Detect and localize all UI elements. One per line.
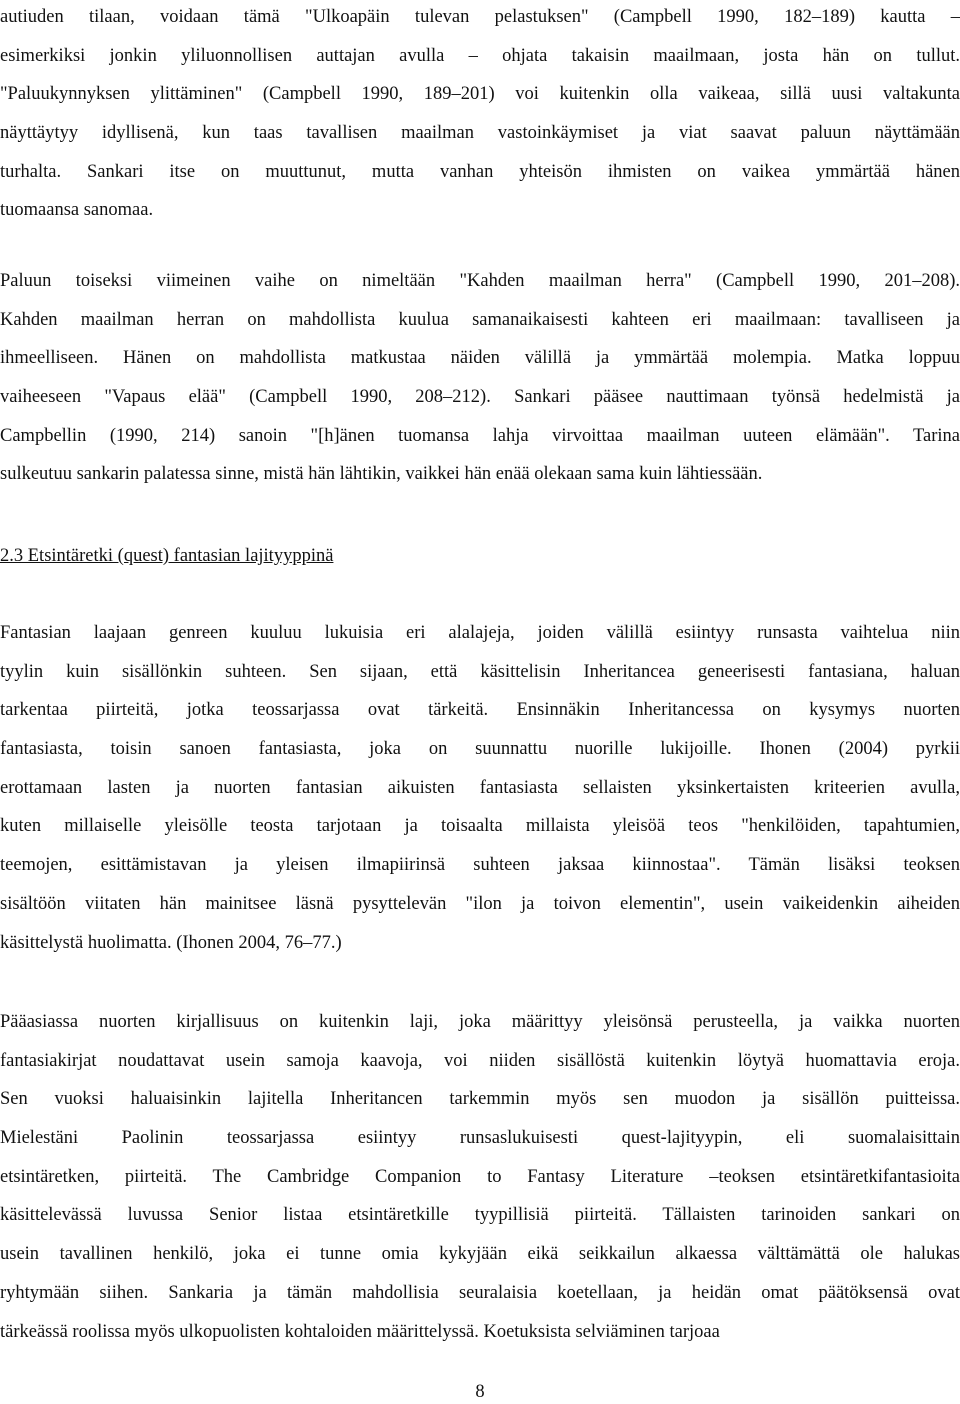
- paragraph: [0, 614, 960, 962]
- text-line: käsittelystä huolimatta. (Ihonen 2004, 76–77.): [0, 932, 342, 953]
- text-line: vaiheeseen "Vapaus elää" (Campbell 1990, 208–212). Sankari pääsee nauttimaan työnsä hedelmistä ja: [0, 387, 960, 408]
- text-line: esimerkiksi jonkin yliluonnollisen auttajan avulla – ohjata takaisin maailmaan, josta hän on tullut.: [0, 45, 960, 66]
- text-line: tarkentaa piirteitä, jotka teossarjassa ovat tärkeitä. Ensinnäkin Inheritancessa on kysymys nuorten: [0, 700, 960, 721]
- text-line: sisältöön viitaten hän mainitsee läsnä pysyttelevän "ilon ja toivon elementin", usein vaikeidenkin aiheiden: [0, 893, 960, 914]
- text-line: Mielestäni Paolinin teossarjassa esiintyy runsaslukuisesti quest-lajityypin, eli suomalaisittain: [0, 1128, 960, 1149]
- paragraph: [0, 0, 960, 230]
- text-line: teemojen, esittämistavan ja yleisen ilmapiirinsä suhteen jaksaa kiinnostaa". Tämän lisäksi teoksen: [0, 855, 960, 876]
- text-line: "Paluukynnyksen ylittäminen" (Campbell 1990, 189–201) voi kuitenkin olla vaikeaa, sillä uusi valtakunta: [0, 84, 960, 105]
- text-line: erottamaan lasten ja nuorten fantasian aikuisten fantasiasta sellaisten yksinkertaisten kriteerien avulla,: [0, 777, 960, 798]
- text-line: tyylin kuin sisällönkin suhteen. Sen sijaan, että käsittelisin Inheritancea geneerisesti fantasiana, haluan: [0, 661, 960, 682]
- page-number: 8: [475, 1382, 485, 1402]
- text-line: käsittelevässä luvussa Senior listaa etsintäretkille tyypillisiä piirteitä. Tällaisten tarinoiden sankari on: [0, 1205, 960, 1226]
- text-line: turhalta. Sankari itse on muuttunut, mutta vanhan yhteisön ihmisten on vaikea ymmärtää hänen: [0, 161, 960, 182]
- text-line: usein tavallinen henkilö, joka ei tunne omia kykyjään eikä seikkailun alkaessa välttämättä ole halukas: [0, 1244, 960, 1265]
- text-line: Sen vuoksi haluaisinkin lajitella Inheritancen tarkemmin myös sen muodon ja sisällön puitteissa.: [0, 1089, 960, 1110]
- text-line: Paluun toiseksi viimeinen vaihe on nimeltään "Kahden maailman herra" (Campbell 1990, 201–208).: [0, 271, 960, 291]
- text-line: fantasiakirjat noudattavat usein samoja kaavoja, voi niiden sisällöstä kuitenkin löytyä huomattavia eroja.: [0, 1050, 960, 1071]
- paragraph: [0, 262, 960, 494]
- text-line: Pääasiassa nuorten kirjallisuus on kuitenkin laji, joka määrittyy yleisönsä perusteella, ja vaikka nuorten: [0, 1012, 960, 1032]
- text-line: sulkeutuu sankarin palatessa sinne, mistä hän lähtikin, vaikkei hän enää olekaan sama kuin lähtiessään.: [0, 464, 763, 485]
- text-line: näyttäytyy idyllisenä, kun taas tavallisen maailman vastoinkäymiset ja viat saavat paluun näyttämään: [0, 123, 960, 144]
- section-heading: 2.3 Etsintäretki (quest) fantasian lajityyppinä: [0, 546, 334, 566]
- text-line: Kahden maailman herran on mahdollista kuulua samanaikaisesti kahteen eri maailmaan: tavalliseen ja: [0, 309, 960, 330]
- text-line: fantasiasta, toisin sanoen fantasiasta, joka on suunnattu nuorille lukijoille. Ihonen (2004) pyrkii: [0, 739, 960, 760]
- text-line: Campbellin (1990, 214) sanoin "[h]änen tuomansa lahja virvoittaa maailman uuteen elämään". Tarina: [0, 425, 960, 446]
- text-line: kuten millaiselle yleisölle teosta tarjotaan ja toisaalta millaista yleisöä teos "henkilöiden, tapahtumien,: [0, 816, 960, 837]
- text-line: etsintäretken, piirteitä. The Cambridge Companion to Fantasy Literature –teoksen etsintäretkifantasioita: [0, 1166, 960, 1187]
- text-line: ryhtymään siihen. Sankaria ja tämän mahdollisia seuralaisia koetellaan, ja heidän omat päätöksensä ovat: [0, 1282, 960, 1303]
- text-line: Fantasian laajaan genreen kuuluu lukuisia eri alalajeja, joiden välillä esiintyy runsasta vaihtelua niin: [0, 623, 960, 643]
- text-line: ihmeelliseen. Hänen on mahdollista matkustaa näiden välillä ja ymmärtää molempia. Matka loppuu: [0, 348, 960, 369]
- text-line: autiuden tilaan, voidaan tämä "Ulkoapäin tulevan pelastuksen" (Campbell 1990, 182–189) kautta –: [0, 7, 960, 27]
- paragraph: [0, 1003, 960, 1351]
- text-line: tärkeässä roolissa myös ulkopuolisten kohtaloiden määrittelyssä. Koetuksista selviäminen tarjoaa: [0, 1321, 720, 1342]
- text-line: tuomaansa sanomaa.: [0, 200, 154, 221]
